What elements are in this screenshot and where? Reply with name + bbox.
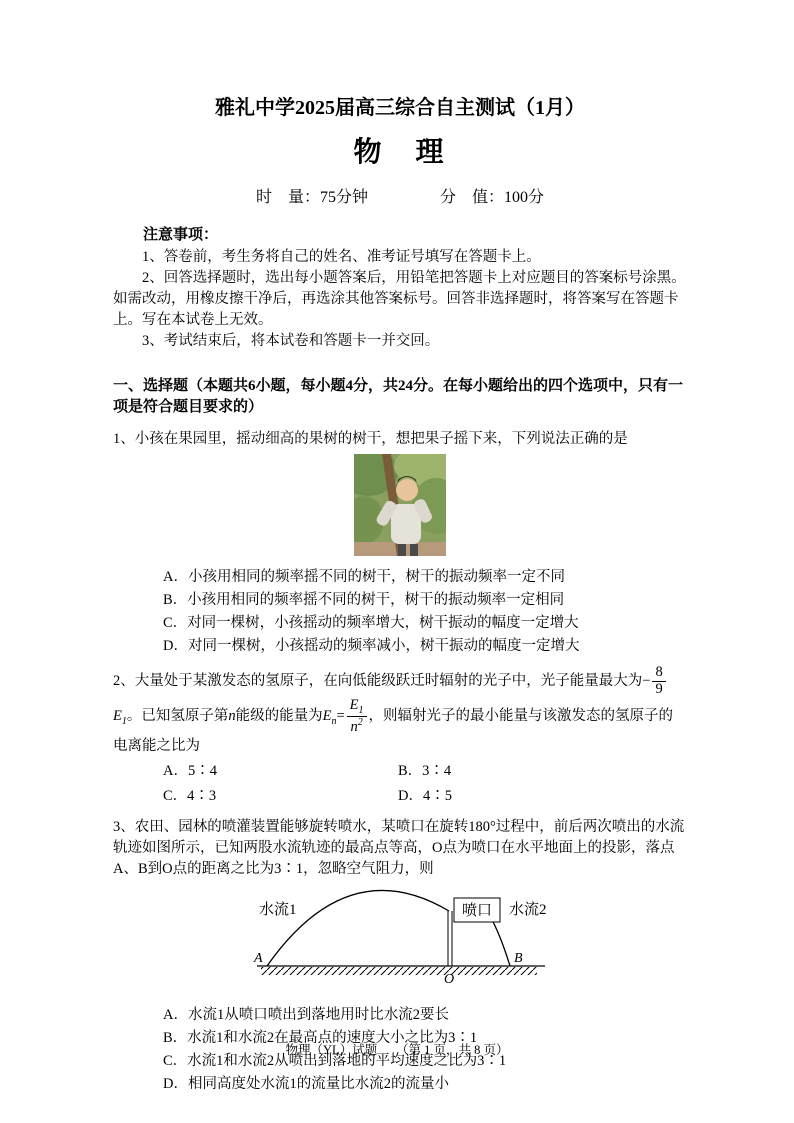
q3-option-b: B．水流1和水流2在最高点的速度大小之比为3∶1 (163, 1029, 478, 1046)
q1-options (163, 567, 687, 657)
notice-heading: 注意事项： (143, 226, 219, 243)
q2-option-d: D．4∶5 (398, 787, 452, 804)
page-footer: 物理（YL）试题 （第 1 页，共 8 页） (285, 1043, 509, 1057)
q2-stem-text-d: ，则辐射光子的最小能量与该激发态的氢原子的电离能之比为 (113, 708, 674, 754)
notice-item-2: 2、回答选择题时，选出每小题答案后，用铅笔把答题卡上对应题目的答案标号涂黑。如需改动，用橡皮擦干净后，再选涂其他答案标号。回答非选择题时，将答案写在答题卡上。写在本试卷上无效。 (113, 269, 686, 328)
fraction-8-9: $\frac{8}{9}$ (652, 665, 665, 698)
duration-label: 时 量：75分钟 (255, 188, 368, 206)
q1-stem: 1、小孩在果园里，摇动细高的果树的树干，想把果子摇下来，下列说法正确的是 (113, 431, 628, 448)
minus-sign: − (642, 672, 651, 689)
q3-diagram-wrap (253, 886, 687, 997)
point-a-label: A (254, 950, 263, 966)
nozzle-label: 喷口 (461, 902, 493, 919)
stream1-label: 水流1 (259, 901, 297, 918)
q1-option-c: C．对同一棵树，小孩摇动的频率增大，树干振动的幅度一定增大 (163, 615, 579, 632)
q1-photo (354, 454, 446, 556)
q2-stem-text-c: 能级的能量为 (235, 708, 323, 725)
symbol-En: $E_n$ (322, 708, 337, 728)
q1-option-b: B．小孩用相同的频率摇不同的树干，树干的振动频率一定相同 (163, 592, 565, 609)
stream2-label: 水流2 (509, 901, 547, 918)
exam-meta (113, 186, 687, 209)
symbol-n: n (228, 708, 236, 725)
q2-stem (113, 665, 687, 757)
point-o-label: O (444, 971, 455, 987)
notice-block (113, 225, 687, 352)
q2-stem-text-a: 2、大量处于某激发态的氢原子，在向低能级跃迁时辐射的光子中，光子能量最大为 (113, 672, 643, 689)
q2-stem-text-b: 已知氢原子第 (141, 708, 229, 725)
ground-hatching (261, 967, 537, 975)
q3-option-d: D．相同高度处水流1的流量比水流2的流量小 (163, 1075, 449, 1092)
page-title: 雅礼中学2025届高三综合自主测试（1月） (215, 97, 585, 119)
q1-option-a: A．小孩用相同的频率摇不同的树干，树干的振动频率一定不同 (163, 569, 565, 586)
q2-period: 。 (126, 708, 142, 725)
score-label: 分 值：100分 (440, 188, 545, 206)
q3-option-a: A．水流1从喷口喷出到落地用时比水流2要长 (163, 1006, 449, 1023)
notice-item-3: 3、考试结束后，将本试卷和答题卡一并交回。 (142, 332, 440, 349)
q2-option-b: B．3∶4 (398, 762, 452, 779)
q3-diagram (253, 886, 553, 990)
fraction-E1-n2: $\frac{E_1}{n^2}$ (347, 698, 367, 736)
q2-options (163, 761, 687, 807)
q3-stem: 3、农田、园林的喷灌装置能够旋转喷水，某喷口在旋转180°过程中，前后两次喷出的水流轨迹如图所示，已知两股水流轨迹的最高点等高，O点为喷口在水平地面上的投影，落点A、B到O点的距离之比为3∶1，忽略空气阻力，则 (113, 818, 685, 877)
q1-photo-wrap (113, 454, 687, 563)
equals-sign: = (336, 708, 345, 725)
symbol-E1: $E_1$ (113, 708, 127, 728)
q3-option-c: C．水流1和水流2从喷出到落地的平均速度之比为3∶1 (163, 1052, 507, 1069)
q1-option-d: D．对同一棵树，小孩摇动的频率减小，树干振动的幅度一定增大 (163, 638, 580, 655)
section-heading: 一、选择题（本题共6小题，每小题4分，共24分。在每小题给出的四个选项中，只有一项是符合题目要求的） (113, 377, 684, 416)
subject-title: 物 理 (353, 137, 447, 168)
q2-option-c: C．4∶3 (163, 787, 217, 804)
q2-option-a: A．5∶4 (163, 762, 217, 779)
page-content (113, 94, 687, 1103)
notice-item-1: 1、答卷前，考生务将自己的姓名、准考证号填写在答题卡上。 (142, 248, 541, 265)
point-b-label: B (514, 950, 523, 966)
